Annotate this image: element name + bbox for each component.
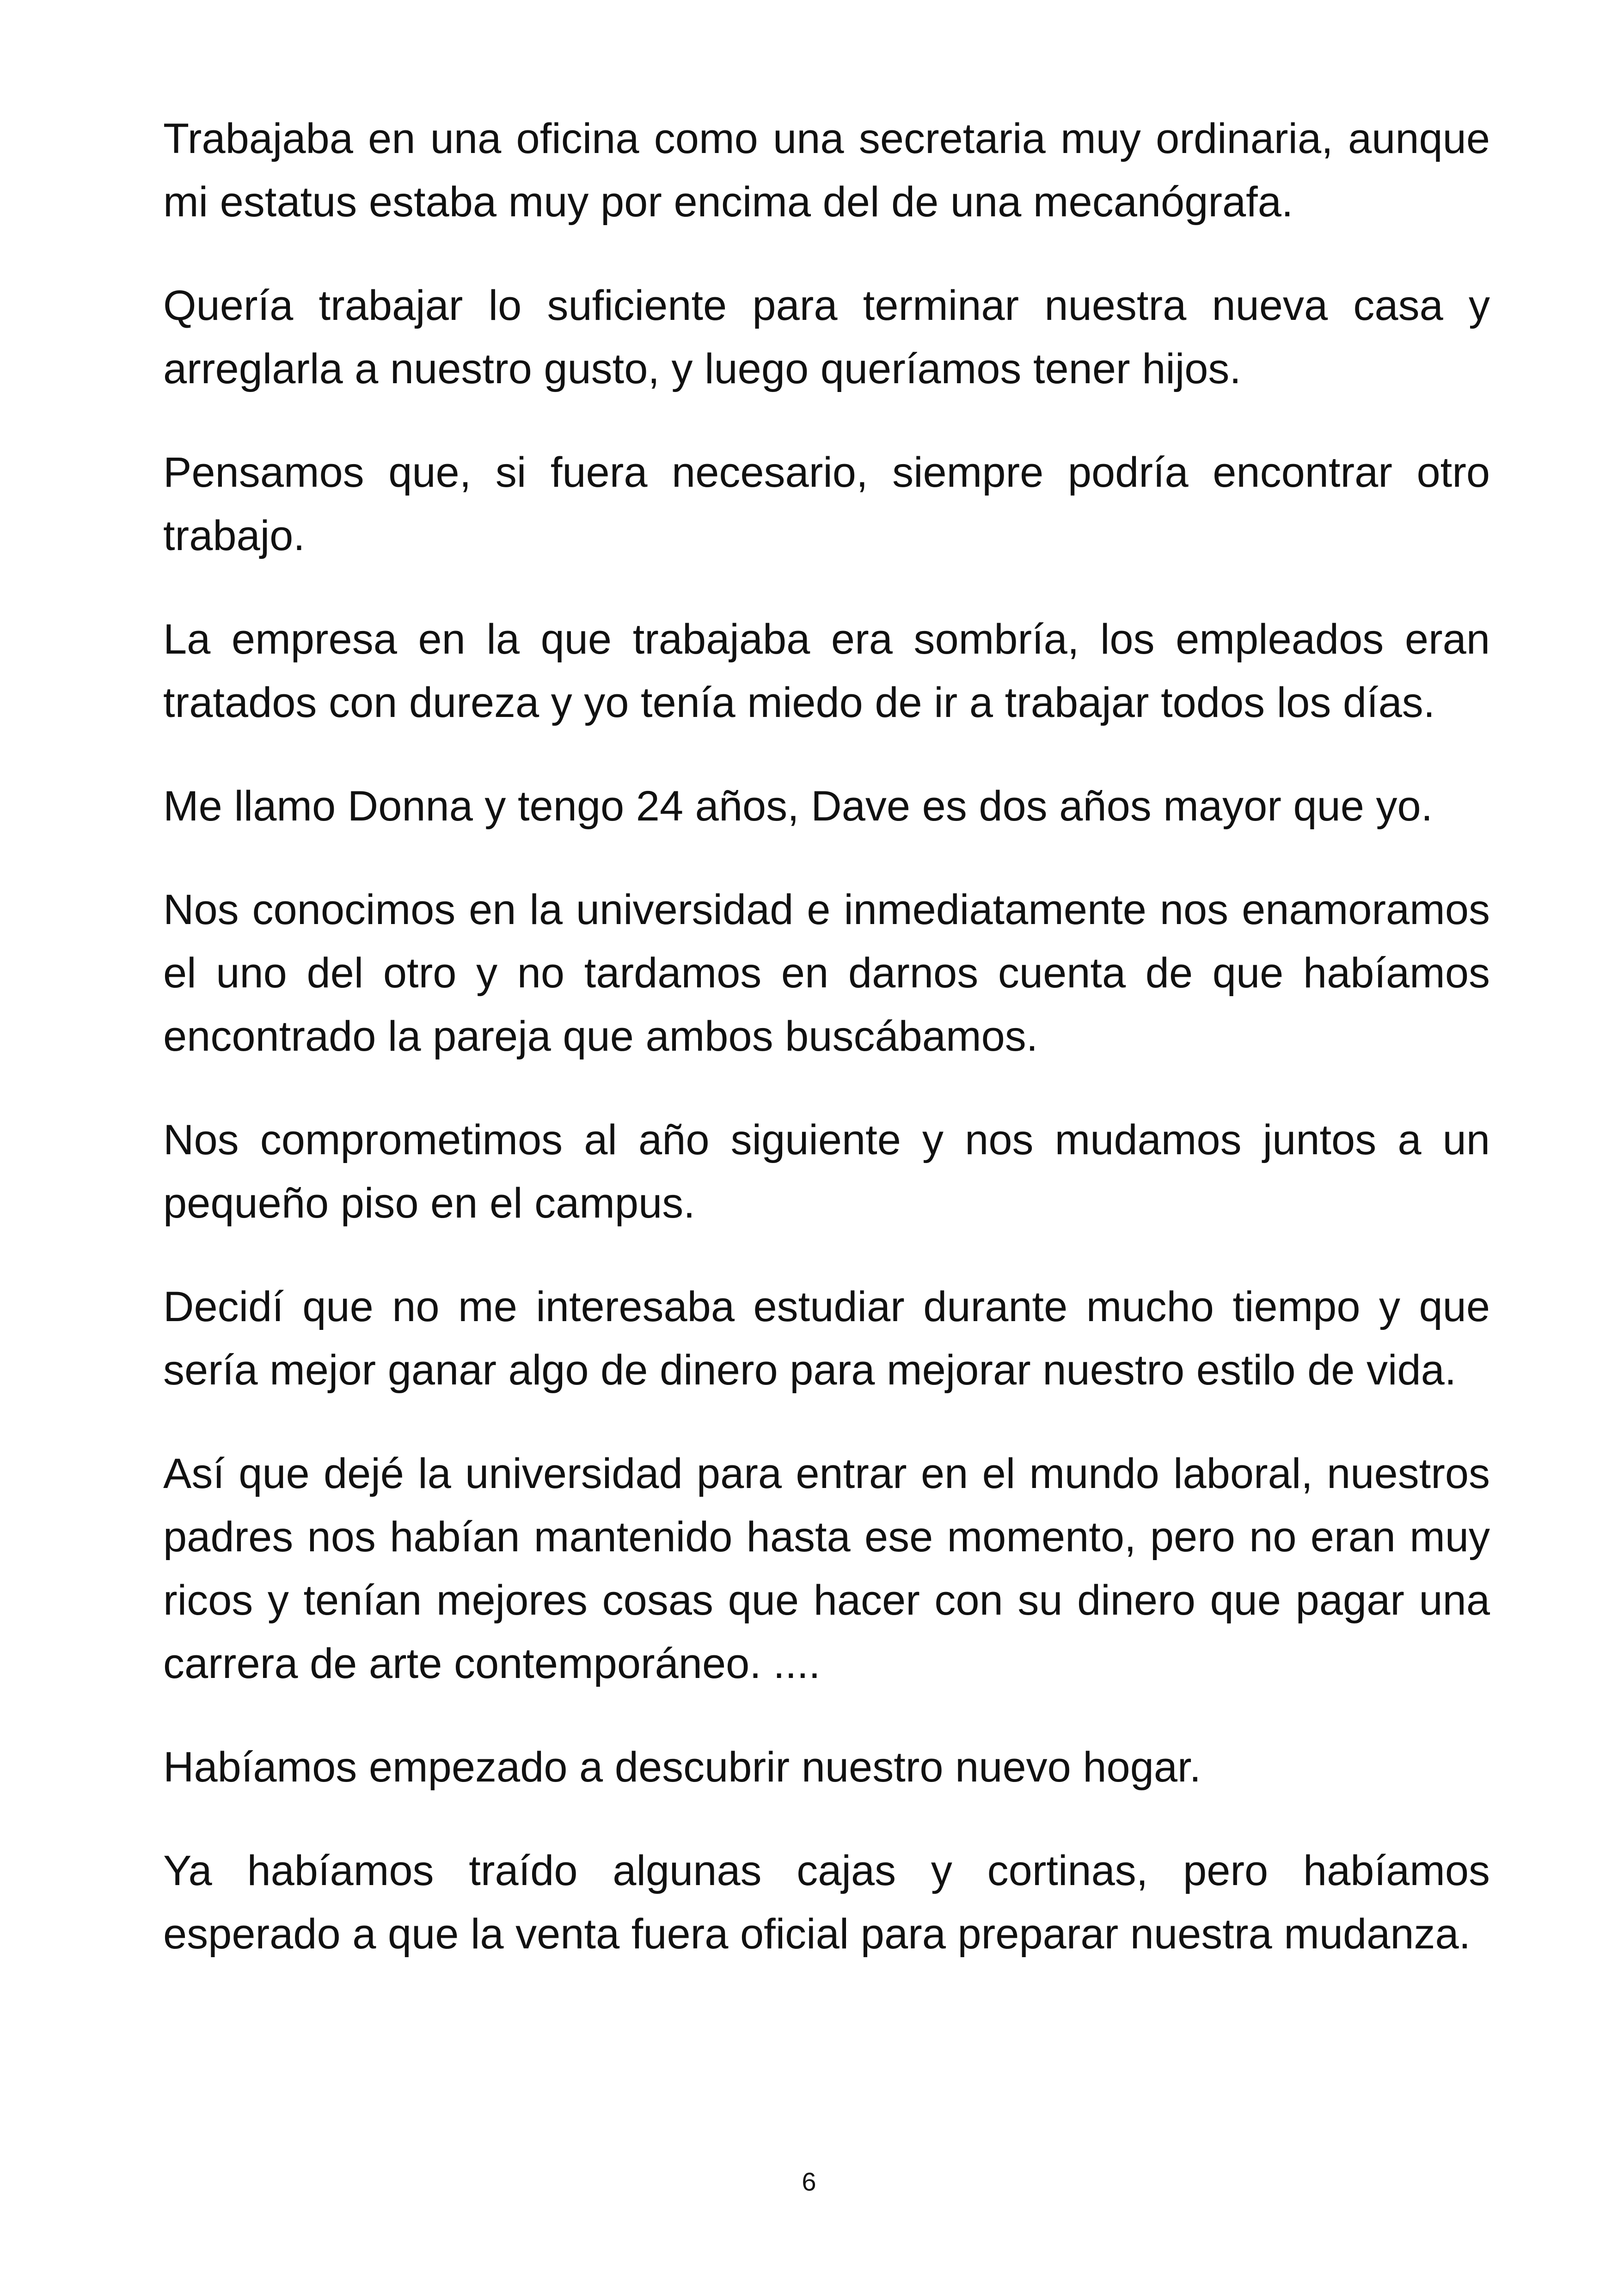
paragraph-8: Decidí que no me interesaba estudiar durante mucho tiempo y que sería mejor ganar algo de dinero para mejorar nuestro estilo de vida. <box>163 1283 1490 1394</box>
paragraph-3: Pensamos que, si fuera necesario, siempre podría encontrar otro trabajo. <box>163 449 1490 559</box>
paragraph-2: Quería trabajar lo suficiente para terminar nuestra nueva casa y arreglarla a nuestro gusto, y luego queríamos tener hijos. <box>163 282 1490 392</box>
paragraph-10: Habíamos empezado a descubrir nuestro nuevo hogar. <box>163 1744 1201 1791</box>
page-number: 6 <box>802 2167 816 2196</box>
paragraph-1: Trabajaba en una oficina como una secretaria muy ordinaria, aunque mi estatus estaba muy por encima del de una mecanógrafa. <box>163 115 1490 226</box>
body-text <box>163 107 1490 2006</box>
paragraph-5: Me llamo Donna y tengo 24 años, Dave es dos años mayor que yo. <box>163 783 1433 830</box>
paragraph-6: Nos conocimos en la universidad e inmediatamente nos enamoramos el uno del otro y no tardamos en darnos cuenta de que habíamos encontrado la pareja que ambos buscábamos. <box>163 886 1490 1060</box>
paragraph-9: Así que dejé la universidad para entrar en el mundo laboral, nuestros padres nos habían mantenido hasta ese momento, pero no eran muy ricos y tenían mejores cosas que hacer con su dinero que pagar una carrera de arte contemporáneo. .... <box>163 1450 1490 1687</box>
paragraph-4: La empresa en la que trabajaba era sombría, los empleados eran tratados con dureza y yo tenía miedo de ir a trabajar todos los días. <box>163 616 1490 726</box>
paragraph-7: Nos comprometimos al año siguiente y nos mudamos juntos a un pequeño piso en el campus. <box>163 1116 1490 1227</box>
paragraph-11: Ya habíamos traído algunas cajas y cortinas, pero habíamos esperado a que la venta fuera oficial para preparar nuestra mudanza. <box>163 1847 1490 1958</box>
